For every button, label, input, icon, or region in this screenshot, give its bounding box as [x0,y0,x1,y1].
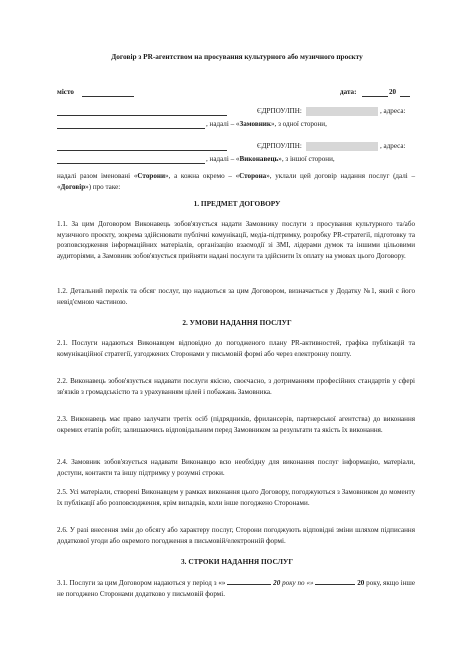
section-1-heading: 1. ПРЕДМЕТ ДОГОВОРУ [193,199,281,208]
paragraph-2-1: 2.1. Послуги надаються Виконавцем відповідно до погодженого плану PR-активностей, графіка публікацій та комунікаційної стратегії, узгоджених Сторонами у письмовій формі або через електронну пошту. [57,339,415,358]
period-end-blank[interactable] [315,577,355,585]
paragraph-3-1: 3.1. Послуги за цим Договором надаються у період з «» 20 року по «» 20 року, якщо інше не погоджено Сторонами додатково у письмовій формі. [57,579,415,598]
intro-paragraph: надалі разом іменовані «Сторони», а кожна окремо – «Сторона», уклали цей договір надання послуг (далі – «Договір») про таке: [57,172,416,191]
section-3-heading: 3. СТРОКИ НАДАННЯ ПОСЛУГ [181,557,293,566]
contractor-edrpou-label: ЄДРПОУ/ІПН: [257,142,302,150]
paragraph-2-3: 2.3. Виконавець має право залучати третіх осіб (підрядників, фрилансерів, партнерської агентства) до виконання окремих етапів робіт, залишаючись відповідальним перед Замовником за результати та якість їх виконання. [57,415,415,434]
date-blank[interactable] [362,89,388,97]
year-prefix: 20 [389,88,397,96]
contractor-address-label: , адреса: [380,142,406,150]
customer-address-blank[interactable] [57,121,205,129]
contractor-role-line: , надалі – «Виконавець», з іншої сторони, [206,155,335,163]
city-blank[interactable] [82,89,134,97]
customer-edrpou-label: ЄДРПОУ/ІПН: [257,107,302,115]
paragraph-2-4: 2.4. Замовник зобов'язується надавати Виконавцю всю необхідну для виконання послуг інформацію, матеріали, доступи, контакти та іншу підтримку у розумні строки. [57,458,415,477]
date-label: дата: [340,88,357,96]
contractor-edrpou-field[interactable] [306,142,378,151]
section-2-heading: 2. УМОВИ НАДАННЯ ПОСЛУГ [182,318,292,327]
paragraph-2-2: 2.2. Виконавець зобов'язується надавати послуги якісно, своєчасно, з дотриманням професійних стандартів у сфері зв'язків з громадськістю та з урахуванням цілей і побажань Замовника. [57,377,415,396]
contractor-name-blank[interactable] [57,143,227,151]
paragraph-2-6: 2.6. У разі внесення змін до обсягу або характеру послуг, Сторони погоджують відповідні зміни шляхом підписання додаткової угоди або окремого погодження в письмовій/електронній формі. [57,526,415,545]
city-label: місто [57,88,74,96]
paragraph-1-1: 1.1. За цим Договором Виконавець зобов'язується надати Замовнику послуги з просування культурного та/або музичного проєкту, зокрема здійснювати публічні комунікації, медіа-підтримку, розробку PR-стратегії, підготовку та розповсюдження інформаційних матеріалів, організацію взаємодії зі ЗМІ, лідерами думок та іншими цільовими аудиторіями, а Замовник зобов'язується прийняти надані послуги та здійснити їх оплату на умовах цього Договору. [57,220,415,260]
paragraph-2-5: 2.5. Усі матеріали, створені Виконавцем у рамках виконання цього Договору, погоджуються з Замовником до моменту їх публікації або розповсюдження, крім випадків, коли інше погоджено Сторонами. [57,488,415,507]
document-title: Договір з PR-агентством на просування культурного або музичного проєкту [111,52,363,61]
contractor-address-blank[interactable] [57,156,205,164]
year-blank[interactable] [400,89,410,97]
customer-name-blank[interactable] [57,108,227,116]
customer-edrpou-field[interactable] [306,107,378,116]
paragraph-1-2: 1.2. Детальний перелік та обсяг послуг, що надаються за цим Договором, визначається у Додатку №1, який є його невід'ємною частиною. [57,287,415,306]
customer-role-line: , надалі – «Замовник», з одної сторони, [206,120,327,128]
period-start-blank[interactable] [227,577,271,585]
customer-address-label: , адреса: [380,107,406,115]
